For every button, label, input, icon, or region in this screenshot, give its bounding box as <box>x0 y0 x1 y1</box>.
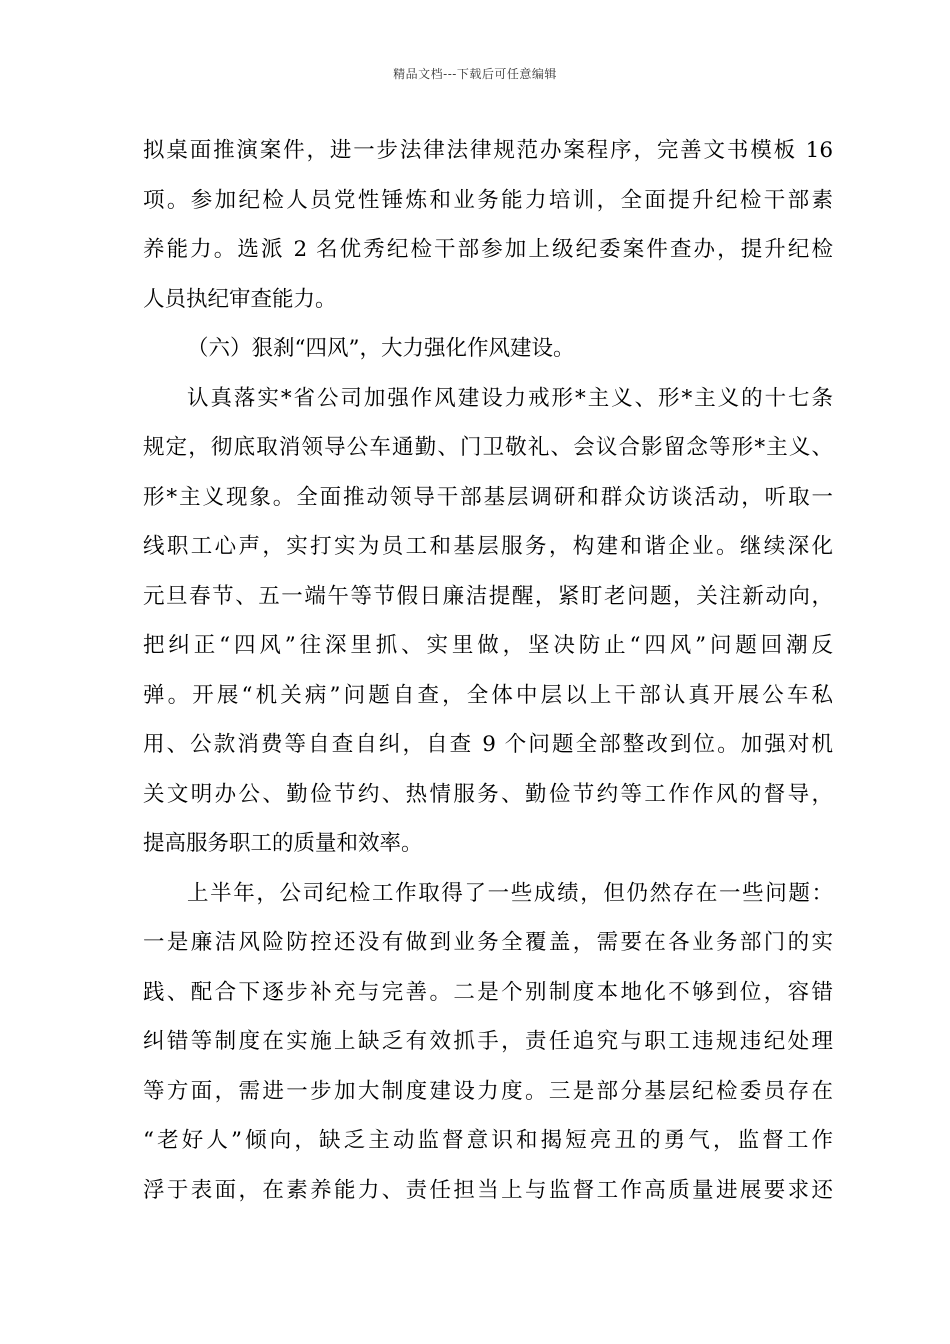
page-header: 精品文档---下载后可任意编辑 <box>393 67 557 81</box>
text-line: 等方面，需进一步加大制度建设力度。三是部分基层纪检委员存在 <box>143 1078 833 1104</box>
text-line: （六）狠刹“四风”，大力强化作风建设。 <box>187 336 575 361</box>
text-line: 元旦春节、五一端午等节假日廉洁提醒，紧盯老问题，关注新动向， <box>143 583 833 609</box>
text-line: 项。参加纪检人员党性锤炼和业务能力培训，全面提升纪检干部素 <box>143 187 833 213</box>
text-line: 弹。开展“机关病”问题自查，全体中层以上干部认真开展公车私 <box>143 682 833 708</box>
text-line: 提高服务职工的质量和效率。 <box>143 831 423 856</box>
text-line: 一是廉洁风险防控还没有做到业务全覆盖，需要在各业务部门的实 <box>143 930 833 955</box>
text-line: 上半年，公司纪检工作取得了一些成绩，但仍然存在一些问题： <box>187 880 833 906</box>
text-line: 践、配合下逐步补充与完善。二是个别制度本地化不够到位，容错 <box>143 979 833 1005</box>
document-body <box>143 126 833 1215</box>
text-line: 拟桌面推演案件，进一步法律法律规范办案程序，完善文书模板 16 <box>143 138 833 163</box>
text-line: 认真落实*省公司加强作风建设力戒形*主义、形*主义的十七条 <box>187 385 833 411</box>
text-line: 关文明办公、勤俭节约、热情服务、勤俭节约等工作作风的督导， <box>143 781 833 807</box>
text-line: 人员执纪审查能力。 <box>143 286 337 312</box>
text-line: 养能力。选派 2 名优秀纪检干部参加上级纪委案件查办，提升纪检 <box>143 237 833 262</box>
text-line: 用、公款消费等自查自纠，自查 9 个问题全部整改到位。加强对机 <box>143 732 833 757</box>
text-line: 线职工心声，实打实为员工和基层服务，构建和谐企业。继续深化 <box>143 534 833 559</box>
text-line: 规定，彻底取消领导公车通勤、门卫敬礼、会议合影留念等形*主义、 <box>143 435 833 460</box>
text-line: 形*主义现象。全面推动领导干部基层调研和群众访谈活动，听取一 <box>143 484 833 510</box>
text-line: 纠错等制度在实施上缺乏有效抓手，责任追究与职工违规违纪处理 <box>143 1029 833 1054</box>
text-line: 浮于表面，在素养能力、责任担当上与监督工作高质量进展要求还 <box>143 1177 833 1203</box>
text-line: “老好人”倾向，缺乏主动监督意识和揭短亮丑的勇气，监督工作 <box>143 1128 833 1153</box>
text-line: 把纠正“四风”往深里抓、实里做，坚决防止“四风”问题回潮反 <box>143 633 833 658</box>
